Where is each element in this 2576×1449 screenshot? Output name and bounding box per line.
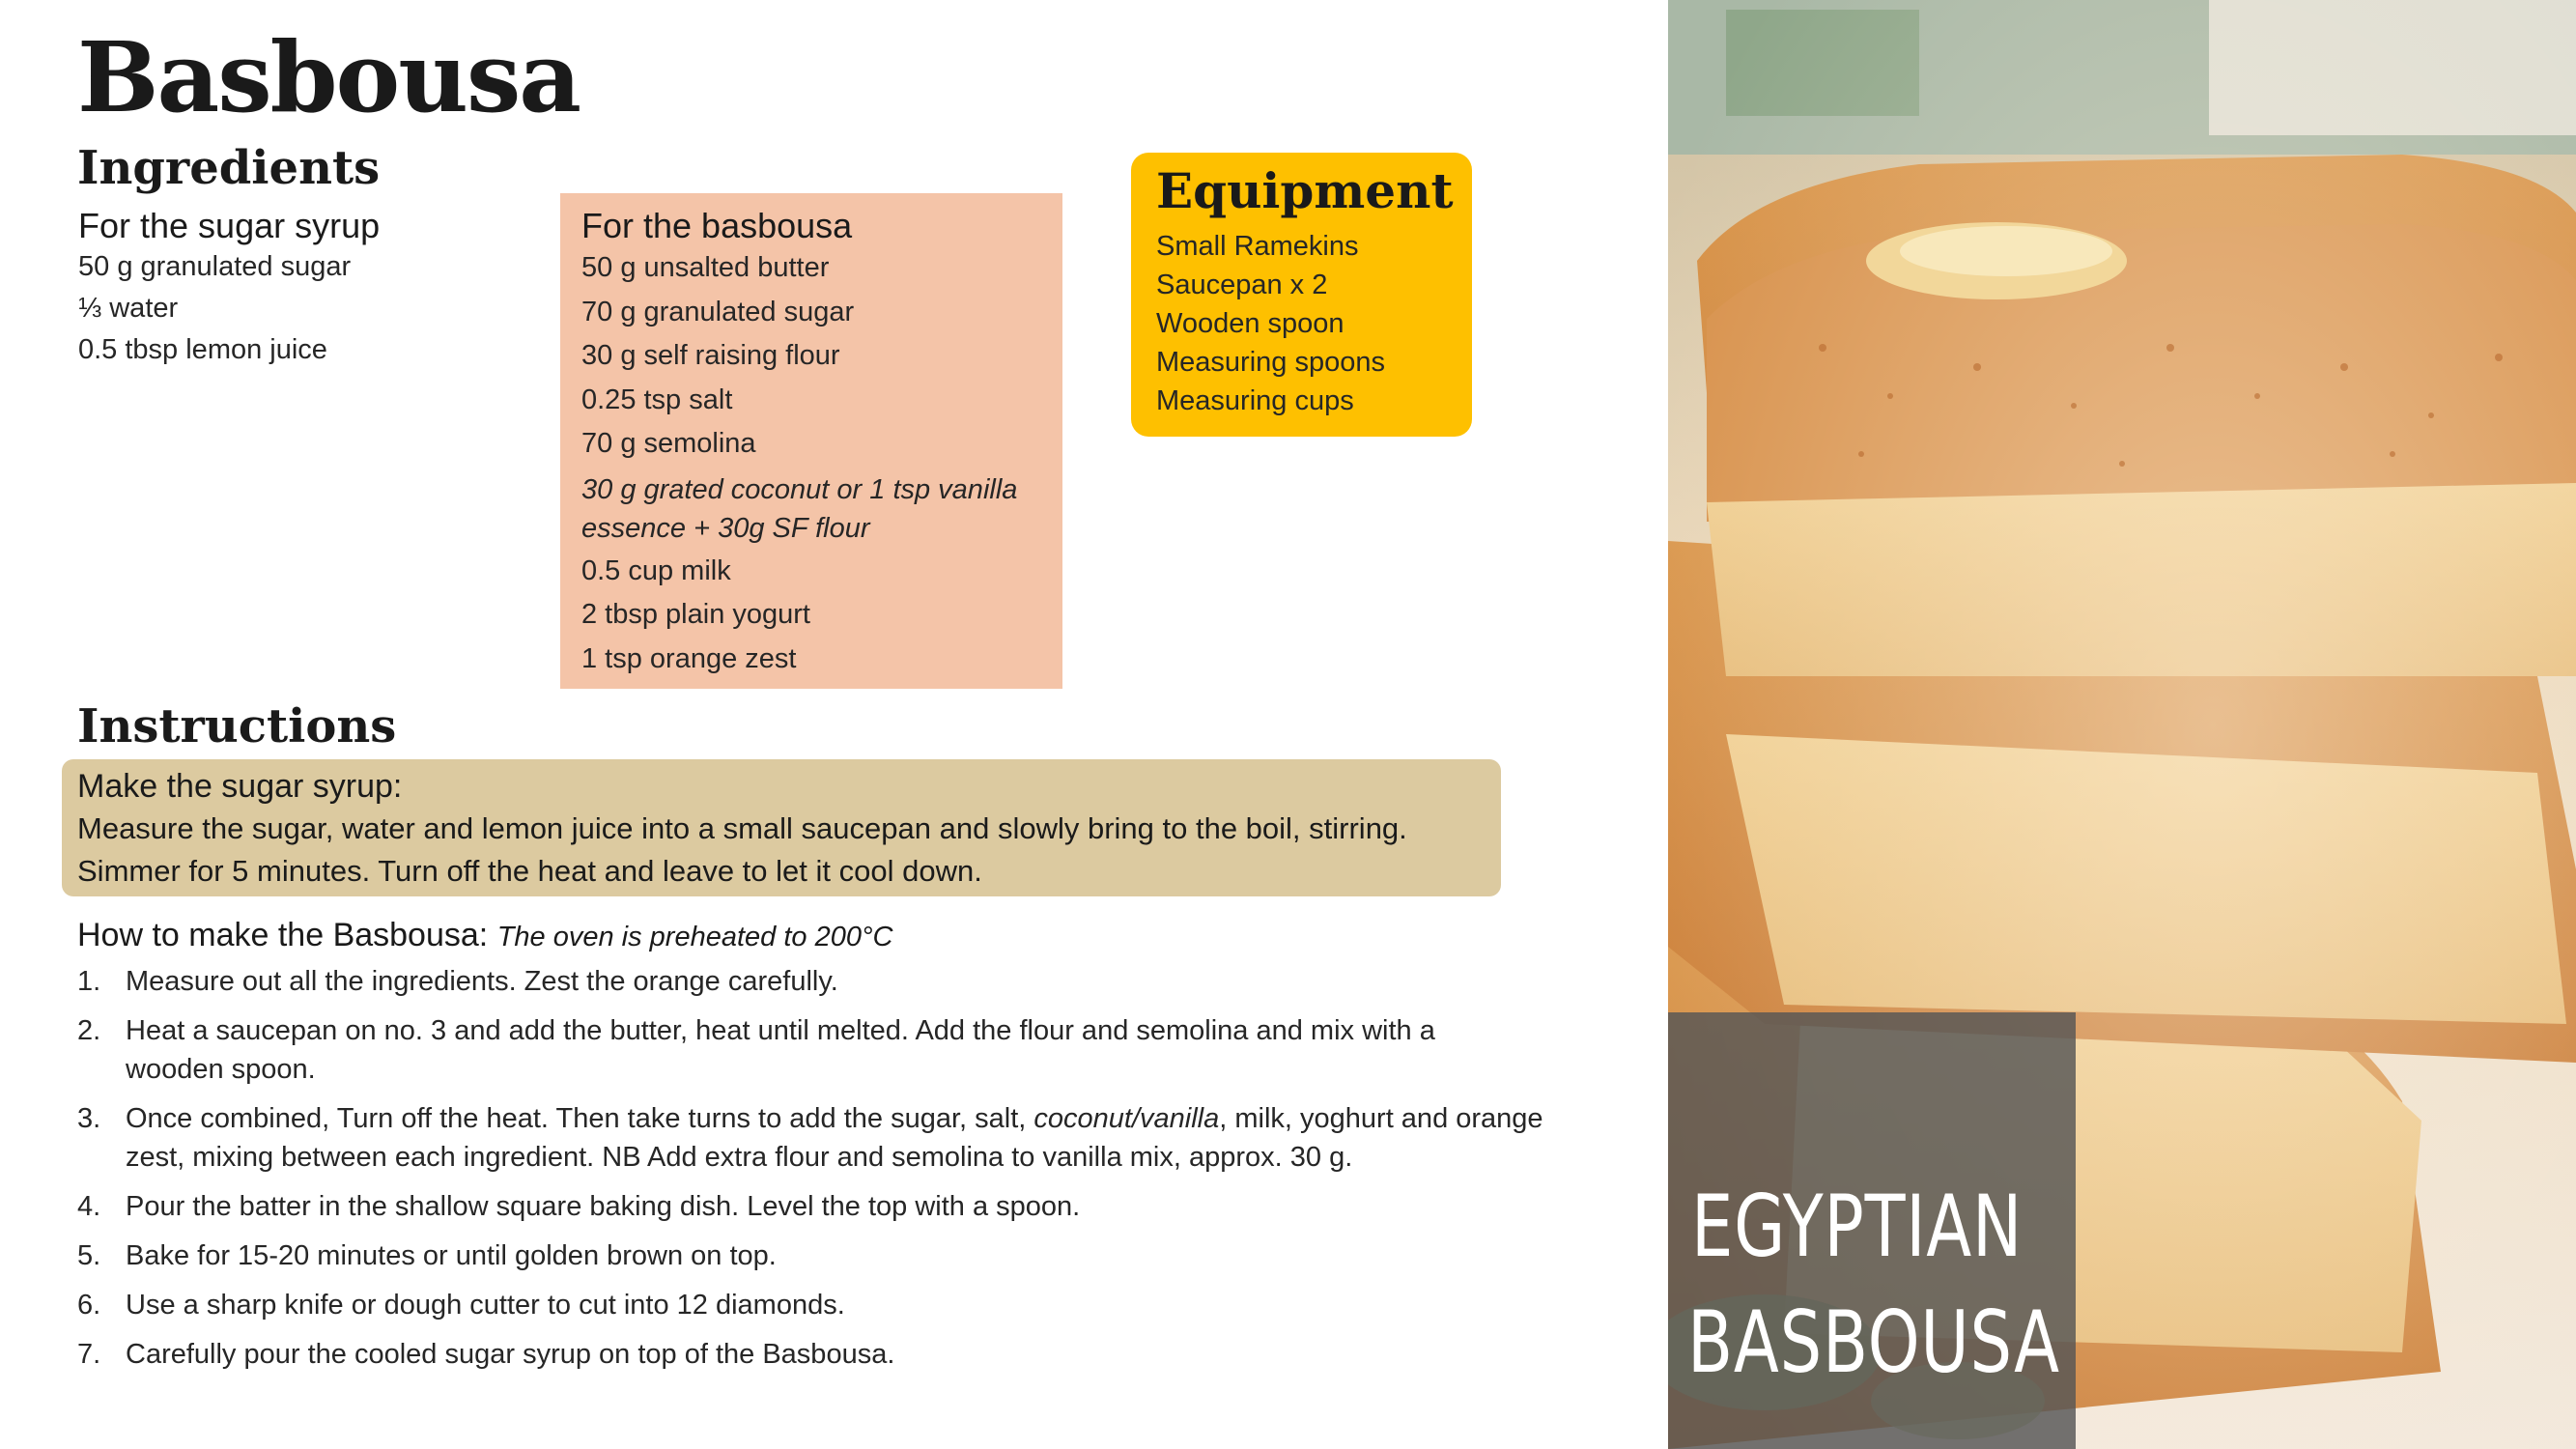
step-item (77, 1286, 1545, 1324)
step-number: 4. (77, 1191, 101, 1222)
list-item: 0.25 tsp salt (581, 384, 733, 415)
step-text: Bake for 15-20 minutes or until golden brown on top. (126, 1240, 777, 1271)
step-text (126, 1099, 1545, 1177)
step-text: Pour the batter in the shallow square baking dish. Level the top with a spoon. (126, 1191, 1081, 1222)
step-number: 6. (77, 1290, 101, 1321)
list-item: 0.5 cup milk (581, 554, 731, 586)
syrup-step-box (62, 759, 1501, 896)
step-number: 5. (77, 1240, 101, 1271)
equipment-heading: Equipment (1156, 162, 1454, 219)
step-text: Measure out all the ingredients. Zest the orange carefully. (126, 966, 838, 997)
caption-line-2: BASBOUSA (1687, 1293, 2060, 1392)
list-item: Small Ramekins (1156, 230, 1359, 262)
step-number: 3. (77, 1103, 101, 1134)
list-item: 70 g granulated sugar (581, 296, 855, 327)
step-item (77, 1099, 1545, 1177)
ingredients-heading: Ingredients (77, 141, 381, 195)
howto-title: How to make the Basbousa: (77, 917, 489, 953)
list-item: Wooden spoon (1156, 307, 1345, 339)
step-text: Heat a saucepan on no. 3 and add the butter, heat until melted. Add the flour and semolina and mix with a wooden spoon. (126, 1015, 1435, 1085)
list-item: Measuring spoons (1156, 346, 1385, 378)
step-item (77, 1187, 1545, 1226)
step-number: 2. (77, 1015, 101, 1046)
list-item: 1 tsp orange zest (581, 642, 797, 674)
howto-note: The oven is preheated to 200°C (496, 922, 893, 952)
equipment-box (1131, 153, 1472, 437)
step-number: 7. (77, 1339, 101, 1370)
step-item (77, 1335, 1545, 1374)
instructions-heading: Instructions (77, 699, 397, 753)
step-number: 1. (77, 966, 101, 997)
step-text: Use a sharp knife or dough cutter to cut into 12 diamonds. (126, 1290, 845, 1321)
step-text-part: Once combined, Turn off the heat. Then take turns to add the sugar, salt, (126, 1103, 1034, 1134)
step-text-italic: coconut/vanilla (1033, 1103, 1220, 1134)
list-item: 50 g granulated sugar (78, 251, 352, 283)
basbousa-photo (1668, 0, 2576, 1449)
list-item: 30 g self raising flour (581, 340, 840, 372)
step-item (77, 1011, 1545, 1089)
list-item: 30 g grated coconut or 1 tsp vanilla essence + 30g SF flour (581, 473, 1018, 544)
steps-list (77, 962, 1545, 1384)
step-item (77, 1236, 1545, 1275)
step-text: Carefully pour the cooled sugar syrup on top of the Basbousa. (126, 1339, 895, 1370)
basbousa-ingredients-box (560, 193, 1062, 689)
list-item: Measuring cups (1156, 384, 1354, 416)
step-item (77, 962, 1545, 1001)
caption-line-1: EGYPTIAN (1691, 1177, 2024, 1276)
list-item: 0.5 tbsp lemon juice (78, 334, 327, 366)
list-item: Saucepan x 2 (1156, 269, 1328, 300)
list-item: 70 g semolina (581, 428, 756, 460)
syrup-step-title: Make the sugar syrup: (77, 768, 403, 805)
list-item: ⅓ water (78, 293, 179, 325)
howto-heading (77, 912, 893, 960)
syrup-ingredients (78, 205, 523, 371)
basbousa-subheading: For the basbousa (581, 206, 853, 245)
page-title: Basbousa (77, 20, 580, 134)
syrup-step-text: Measure the sugar, water and lemon juice into a small saucepan and slowly bring to the boil, stirring. Simmer for 5 minutes. Turn off the heat and leave to let it cool down. (77, 811, 1407, 888)
syrup-subheading: For the sugar syrup (78, 206, 381, 245)
step-text-part: , milk, yoghurt and orange zest, mixing between each ingredient. NB Add extra flour and semolina to vanilla mix, approx. 30 g. (126, 1103, 1543, 1173)
list-item: 2 tbsp plain yogurt (581, 599, 810, 631)
caption-panel (1668, 1012, 2076, 1449)
list-item: 50 g unsalted butter (581, 252, 830, 284)
